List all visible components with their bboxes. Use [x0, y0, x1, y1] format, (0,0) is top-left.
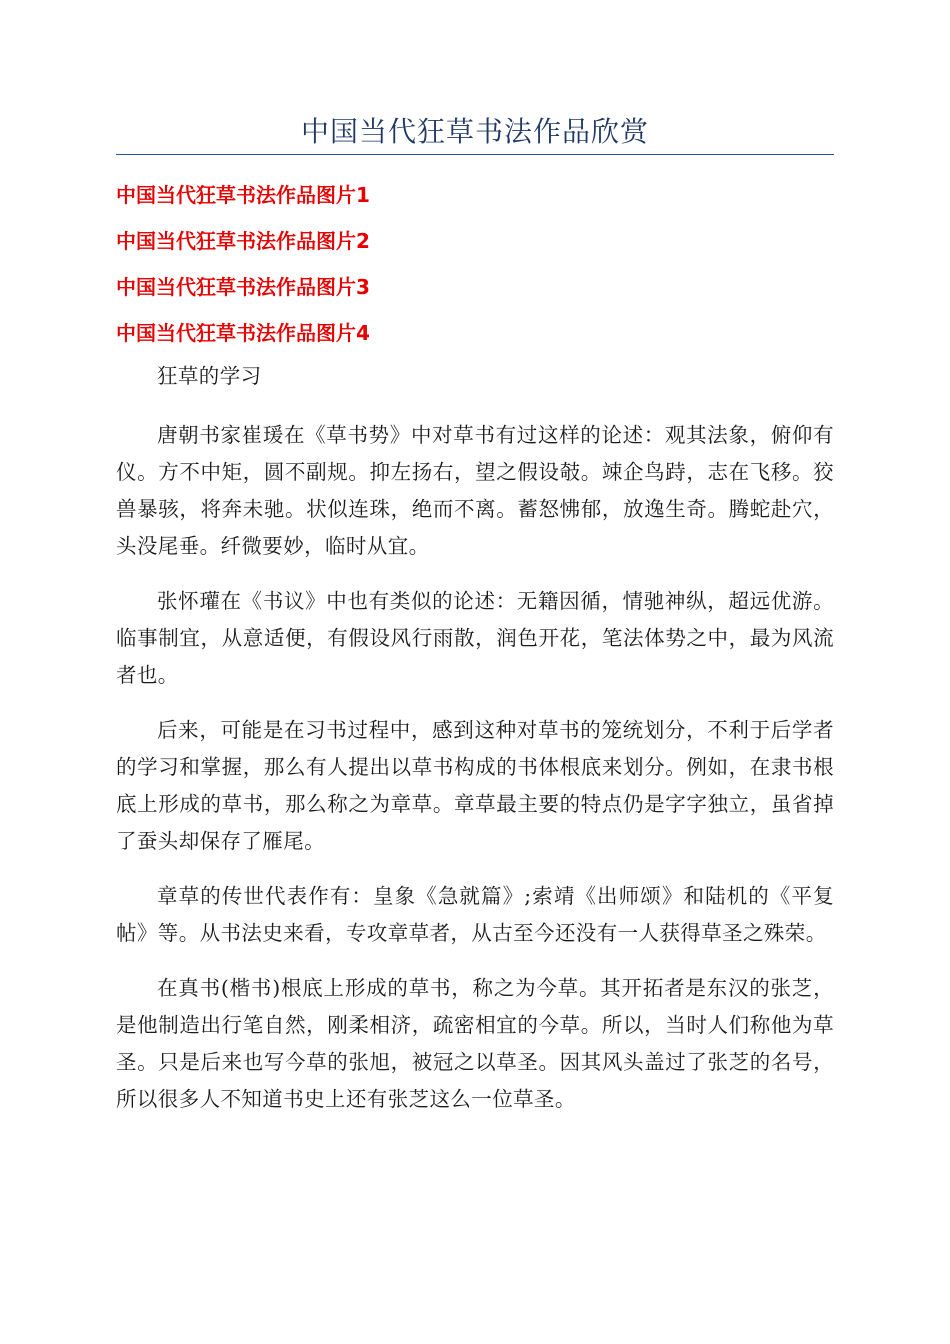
image-link-3[interactable]: 中国当代狂草书法作品图片3 [116, 275, 370, 299]
image-link-list [116, 178, 834, 362]
document-title: 中国当代狂草书法作品欣赏 [300, 115, 649, 148]
link-item [116, 270, 834, 316]
image-link-4[interactable]: 中国当代狂草书法作品图片4 [116, 321, 370, 345]
paragraph-2: 张怀瓘在《书议》中也有类似的论述：无籍因循，情驰神纵，超远优游。临事制宜，从意适便，有假设风行雨散，润色开花，笔法体势之中，最为风流者也。 [116, 589, 834, 687]
title-underline [116, 154, 834, 155]
image-link-1[interactable]: 中国当代狂草书法作品图片1 [116, 183, 370, 207]
paragraph-4: 章草的传世代表作有：皇象《急就篇》;索靖《出师颂》和陆机的《平复帖》等。从书法史来看，专攻章草者，从古至今还没有一人获得草圣之殊荣。 [116, 884, 834, 945]
image-link-2[interactable]: 中国当代狂草书法作品图片2 [116, 229, 370, 253]
paragraph-3: 后来，可能是在习书过程中，感到这种对草书的笼统划分，不利于后学者的学习和掌握，那么有人提出以草书构成的书体根底来划分。例如，在隶书根底上形成的草书，那么称之为章草。章草最主要的特点仍是字字独立，虽省掉了蚕头却保存了雁尾。 [116, 718, 834, 853]
link-item [116, 178, 834, 224]
section-subheading: 狂草的学习 [157, 364, 262, 388]
paragraph-1: 唐朝书家崔瑗在《草书势》中对草书有过这样的论述：观其法象，俯仰有仪。方不中矩，圆不副规。抑左扬右，望之假设攲。竦企鸟跱，志在飞移。狡兽暴骇，将奔未驰。状似连珠，绝而不离。蓄怒怫郁，放逸生奇。腾蛇赴穴，头没尾垂。纤微要妙，临时从宜。 [116, 423, 834, 558]
paragraph-5: 在真书(楷书)根底上形成的草书，称之为今草。其开拓者是东汉的张芝，是他制造出行笔自然，刚柔相济，疏密相宜的今草。所以，当时人们称他为草圣。只是后来也写今草的张旭，被冠之以草圣。因其风头盖过了张芝的名号，所以很多人不知道书史上还有张芝这么一位草圣。 [116, 976, 834, 1111]
link-item [116, 224, 834, 270]
article-body [116, 358, 834, 1136]
link-item [116, 316, 834, 362]
